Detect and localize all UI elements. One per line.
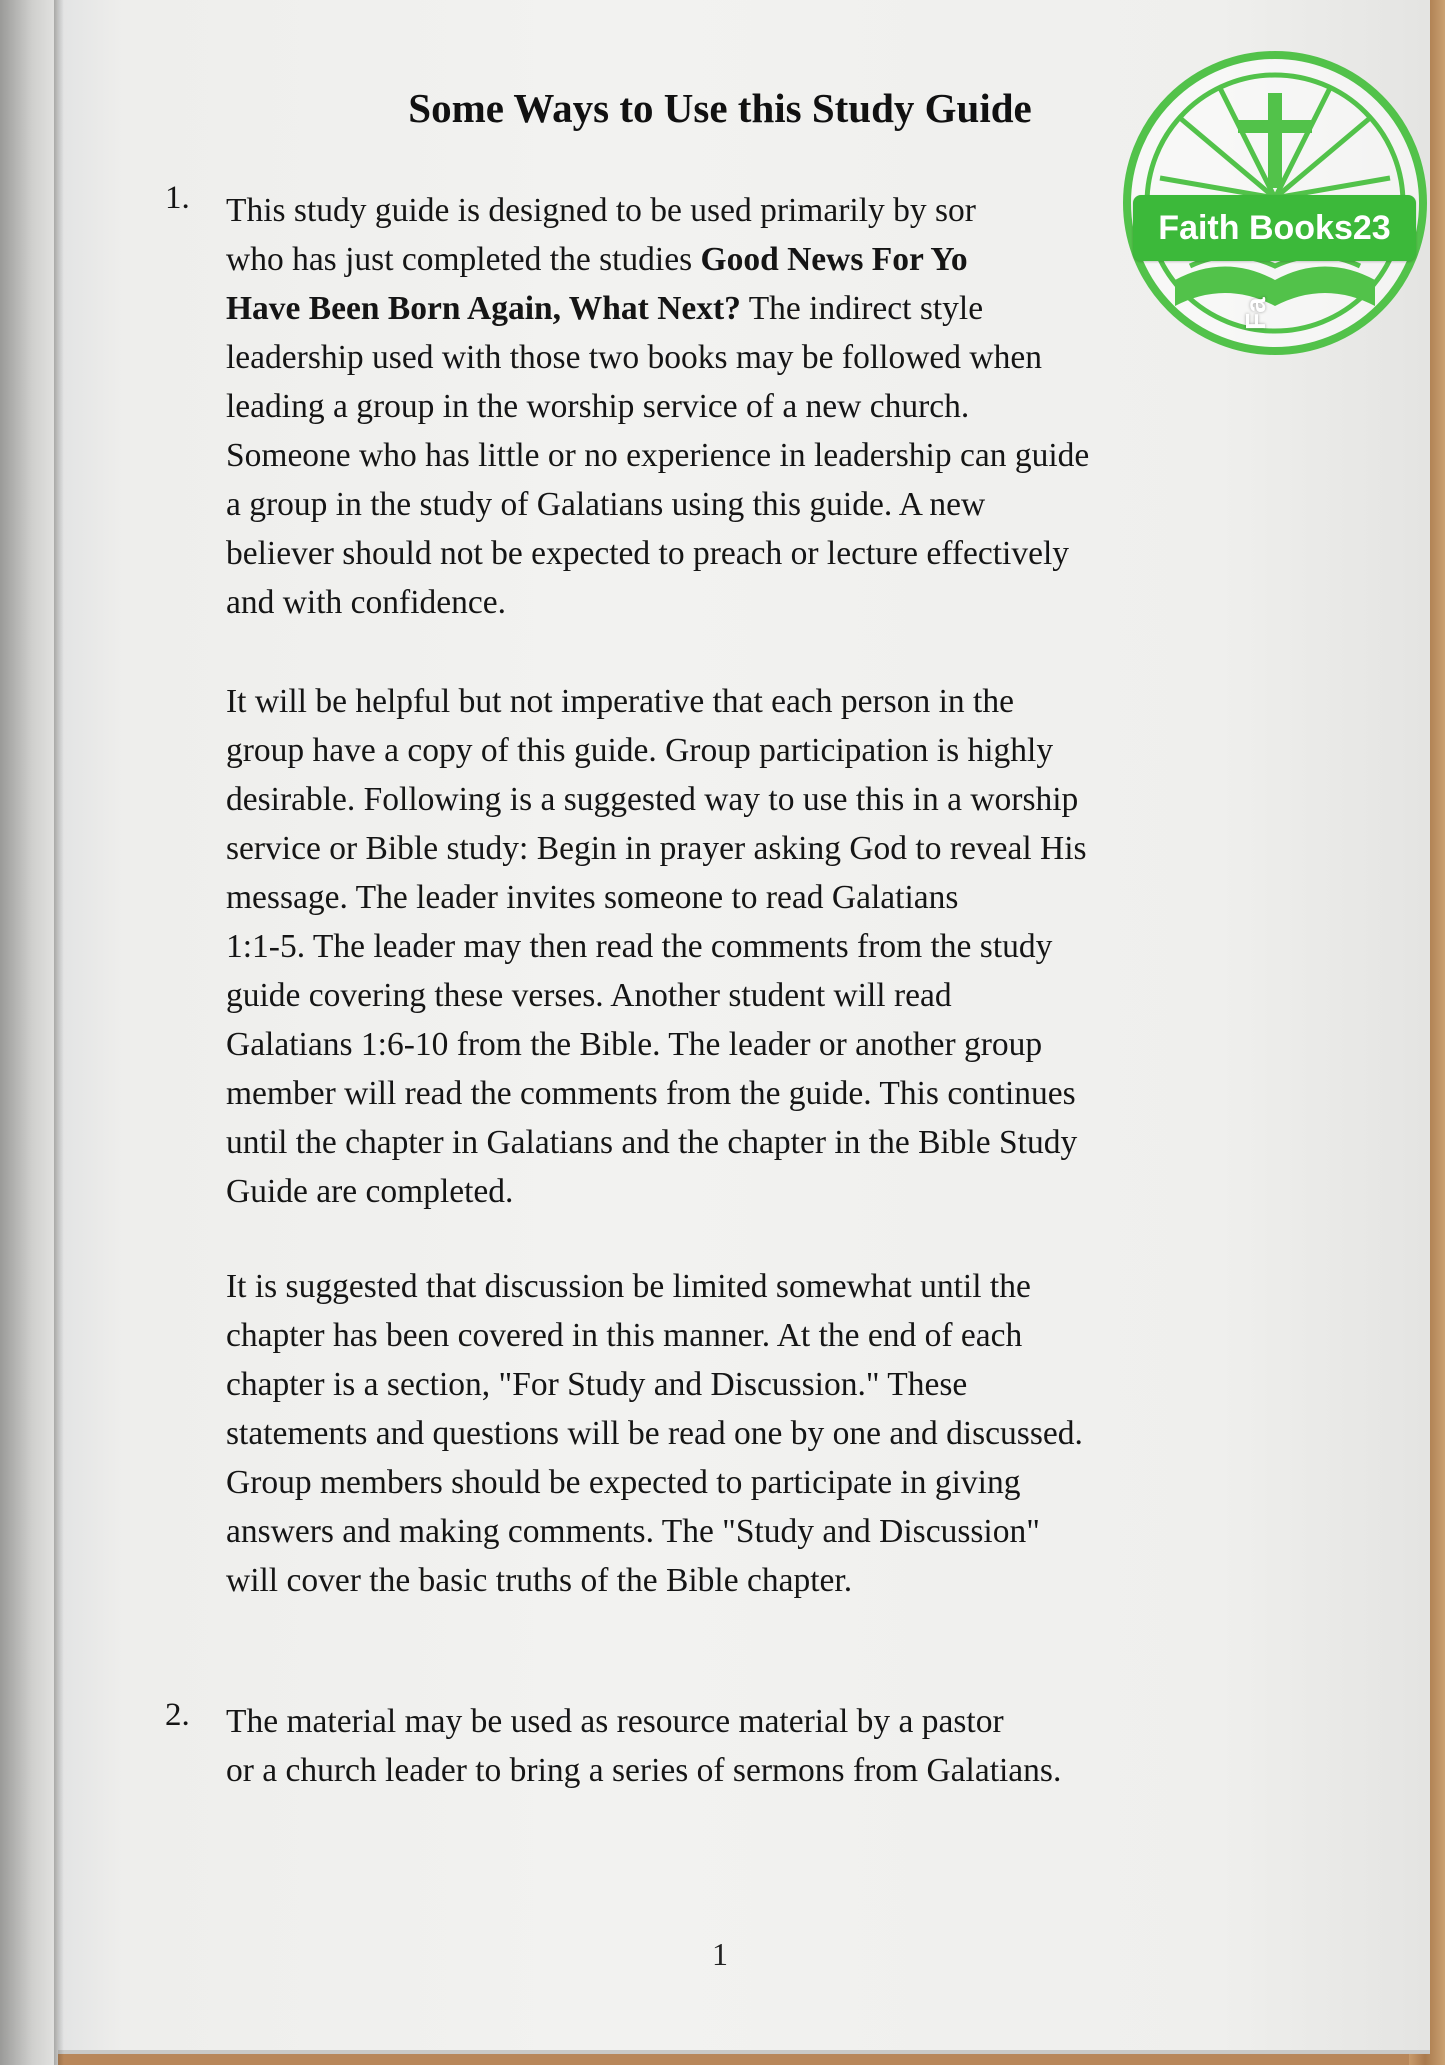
text-line: Someone who has little or no experience in leadership can guide: [226, 437, 1090, 474]
page-number: 1: [712, 1936, 728, 1972]
text-line: chapter has been covered in this manner. At the end of each: [226, 1317, 1023, 1354]
list-number-1: 1.: [165, 180, 190, 216]
watermark-vertical-label: Fa: [1240, 297, 1271, 330]
text-line: message. The leader invites someone to read Galatians: [226, 879, 959, 916]
text-line: guide covering these verses. Another student will read: [226, 977, 952, 1014]
text-line: Guide are completed.: [226, 1173, 514, 1210]
text-line: statements and questions will be read one by one and discussed.: [226, 1415, 1083, 1452]
text-line: The material may be used as resource material by a pastor: [226, 1703, 1004, 1740]
text-line: Galatians 1:6-10 from the Bible. The leader or another group: [226, 1026, 1043, 1063]
text-line: leading a group in the worship service of a new church.: [226, 388, 970, 425]
text-line: or a church leader to bring a series of sermons from Galatians.: [226, 1752, 1062, 1789]
text-line: This study guide is designed to be used primarily by sor: [226, 192, 976, 229]
text-line: group have a copy of this guide. Group participation is highly: [226, 732, 1054, 769]
paragraph-1-2: [226, 677, 1306, 1216]
bold-title-2: Have Been Born Again, What Next?: [226, 290, 741, 327]
text-line: It will be helpful but not imperative that each person in the: [226, 683, 1014, 720]
text-line: leadership used with those two books may be followed when: [226, 339, 1042, 376]
text-line: It is suggested that discussion be limited somewhat until the: [226, 1268, 1031, 1305]
text-line: until the chapter in Galatians and the chapter in the Bible Study: [226, 1124, 1078, 1161]
text-line: will cover the basic truths of the Bible chapter.: [226, 1562, 853, 1599]
paragraph-1-3: [226, 1262, 1306, 1605]
text-line: desirable. Following is a suggested way to use this in a worship: [226, 781, 1079, 818]
text-line: 1:1-5. The leader may then read the comments from the study: [226, 928, 1053, 965]
text-line: member will read the comments from the guide. This continues: [226, 1075, 1076, 1112]
page-heading: Some Ways to Use this Study Guide: [408, 85, 1032, 131]
text-line: Group members should be expected to participate in giving: [226, 1464, 1021, 1501]
text-line: answers and making comments. The "Study and Discussion": [226, 1513, 1040, 1550]
text-span: who has just completed the studies: [226, 241, 701, 278]
text-line: a group in the study of Galatians using this guide. A new: [226, 486, 986, 523]
text-line: and with confidence.: [226, 584, 506, 621]
bold-title-1: Good News For Yo: [700, 241, 968, 278]
text-line: service or Bible study: Begin in prayer asking God to reveal His: [226, 830, 1087, 867]
text-span: The indirect style: [740, 290, 984, 327]
text-line: believer should not be expected to preach or lecture effectively: [226, 535, 1070, 572]
text-line: chapter is a section, "For Study and Discussion." These: [226, 1366, 968, 1403]
watermark-label: Faith Books23: [1133, 195, 1416, 261]
list-number-2: 2.: [165, 1697, 190, 1733]
paragraph-2-1: [226, 1697, 1306, 1795]
